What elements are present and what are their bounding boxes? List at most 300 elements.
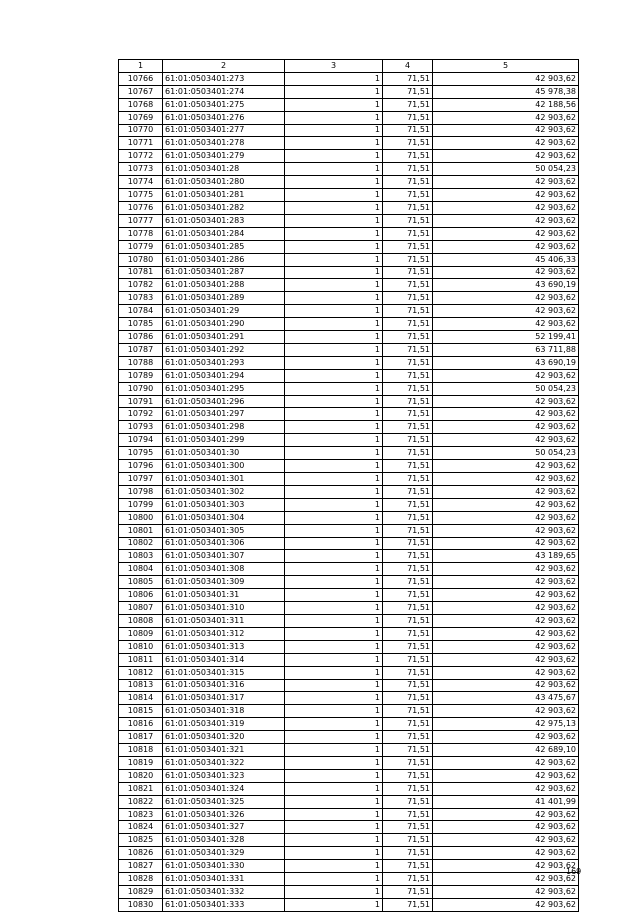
table-cell: 10825 [119, 834, 163, 847]
table-cell: 61:01:0503401:332 [163, 886, 285, 899]
table-cell: 71,51 [383, 434, 433, 447]
table-cell: 1 [285, 679, 383, 692]
table-row [119, 318, 579, 331]
table-cell: 1 [285, 176, 383, 189]
table-cell: 10799 [119, 498, 163, 511]
table-cell: 1 [285, 795, 383, 808]
table-cell: 43 475,67 [433, 692, 579, 705]
table-cell: 71,51 [383, 653, 433, 666]
table-cell: 1 [285, 318, 383, 331]
table-row [119, 111, 579, 124]
table-row [119, 498, 579, 511]
table-cell: 1 [285, 602, 383, 615]
table-cell: 42 903,62 [433, 511, 579, 524]
table-cell: 10800 [119, 511, 163, 524]
table-cell: 10795 [119, 447, 163, 460]
table-cell: 71,51 [383, 240, 433, 253]
table-cell: 10793 [119, 421, 163, 434]
table-cell: 10829 [119, 886, 163, 899]
table-cell: 10813 [119, 679, 163, 692]
table-cell: 10816 [119, 718, 163, 731]
table-cell: 1 [285, 769, 383, 782]
table-cell: 10820 [119, 769, 163, 782]
table-cell: 50 054,23 [433, 163, 579, 176]
table-cell: 1 [285, 240, 383, 253]
table-cell: 61:01:0503401:302 [163, 485, 285, 498]
table-cell: 61:01:0503401:284 [163, 227, 285, 240]
table-cell: 71,51 [383, 731, 433, 744]
table-cell: 71,51 [383, 769, 433, 782]
table-cell: 1 [285, 473, 383, 486]
table-cell: 10792 [119, 408, 163, 421]
table-cell: 61:01:0503401:318 [163, 705, 285, 718]
table-cell: 61:01:0503401:283 [163, 214, 285, 227]
column-header-1: 1 [119, 60, 163, 73]
table-cell: 42 903,62 [433, 214, 579, 227]
table-cell: 1 [285, 873, 383, 886]
table-cell: 71,51 [383, 860, 433, 873]
table-cell: 10805 [119, 576, 163, 589]
table-cell: 61:01:0503401:296 [163, 395, 285, 408]
table-cell: 10827 [119, 860, 163, 873]
table-row [119, 666, 579, 679]
table-cell: 10778 [119, 227, 163, 240]
table-cell: 1 [285, 369, 383, 382]
table-row [119, 718, 579, 731]
table-row [119, 756, 579, 769]
table-cell: 61:01:0503401:294 [163, 369, 285, 382]
table-row [119, 331, 579, 344]
table-cell: 61:01:0503401:333 [163, 898, 285, 911]
table-cell: 10789 [119, 369, 163, 382]
table-cell: 1 [285, 382, 383, 395]
table-cell: 1 [285, 343, 383, 356]
table-cell: 61:01:0503401:327 [163, 821, 285, 834]
table-row [119, 176, 579, 189]
table-cell: 61:01:0503401:322 [163, 756, 285, 769]
table-row [119, 537, 579, 550]
table-cell: 71,51 [383, 498, 433, 511]
table-cell: 42 903,62 [433, 886, 579, 899]
table-cell: 10769 [119, 111, 163, 124]
table-row [119, 602, 579, 615]
table-cell: 71,51 [383, 821, 433, 834]
table-cell: 42 903,62 [433, 227, 579, 240]
table-cell: 42 903,62 [433, 189, 579, 202]
table-row [119, 98, 579, 111]
table-row [119, 782, 579, 795]
table-cell: 42 903,62 [433, 847, 579, 860]
table-cell: 10779 [119, 240, 163, 253]
table-cell: 61:01:0503401:280 [163, 176, 285, 189]
table-cell: 61:01:0503401:330 [163, 860, 285, 873]
table-cell: 1 [285, 627, 383, 640]
table-cell: 61:01:0503401:300 [163, 460, 285, 473]
table-cell: 1 [285, 447, 383, 460]
table-cell: 61:01:0503401:301 [163, 473, 285, 486]
table-cell: 10823 [119, 808, 163, 821]
table-cell: 61:01:0503401:286 [163, 253, 285, 266]
table-cell: 1 [285, 898, 383, 911]
table-cell: 42 903,62 [433, 731, 579, 744]
table-cell: 42 903,62 [433, 705, 579, 718]
table-row [119, 834, 579, 847]
table-cell: 1 [285, 72, 383, 85]
table-row [119, 563, 579, 576]
table-cell: 71,51 [383, 72, 433, 85]
table-cell: 10817 [119, 731, 163, 744]
table-cell: 1 [285, 537, 383, 550]
table-cell: 61:01:0503401:292 [163, 343, 285, 356]
table-cell: 42 903,62 [433, 72, 579, 85]
table-cell: 61:01:0503401:299 [163, 434, 285, 447]
table-cell: 71,51 [383, 589, 433, 602]
table-cell: 10794 [119, 434, 163, 447]
table-cell: 71,51 [383, 756, 433, 769]
table-cell: 1 [285, 201, 383, 214]
table-row [119, 356, 579, 369]
table-row [119, 795, 579, 808]
table-row [119, 769, 579, 782]
table-cell: 1 [285, 718, 383, 731]
table-cell: 10811 [119, 653, 163, 666]
column-header-4: 4 [383, 60, 433, 73]
table-cell: 61:01:0503401:297 [163, 408, 285, 421]
table-cell: 42 903,62 [433, 498, 579, 511]
column-header-3: 3 [285, 60, 383, 73]
table-cell: 10786 [119, 331, 163, 344]
table-row [119, 343, 579, 356]
table-row [119, 550, 579, 563]
table-cell: 61:01:0503401:287 [163, 266, 285, 279]
table-row [119, 705, 579, 718]
table-cell: 1 [285, 692, 383, 705]
table-cell: 1 [285, 266, 383, 279]
table-cell: 10814 [119, 692, 163, 705]
table-cell: 10815 [119, 705, 163, 718]
table-row [119, 744, 579, 757]
table-cell: 71,51 [383, 176, 433, 189]
table-row [119, 395, 579, 408]
table-cell: 61:01:0503401:311 [163, 614, 285, 627]
table-cell: 71,51 [383, 227, 433, 240]
table-cell: 61:01:0503401:312 [163, 627, 285, 640]
table-row [119, 460, 579, 473]
table-cell: 42 975,13 [433, 718, 579, 731]
table-cell: 10801 [119, 524, 163, 537]
table-cell: 42 903,62 [433, 834, 579, 847]
table-cell: 1 [285, 808, 383, 821]
table-cell: 41 401,99 [433, 795, 579, 808]
table-cell: 42 903,62 [433, 369, 579, 382]
table-row [119, 589, 579, 602]
table-cell: 71,51 [383, 279, 433, 292]
table-cell: 42 903,62 [433, 201, 579, 214]
table-cell: 61:01:0503401:319 [163, 718, 285, 731]
table-row [119, 473, 579, 486]
table-cell: 61:01:0503401:295 [163, 382, 285, 395]
table-row [119, 382, 579, 395]
table-cell: 10808 [119, 614, 163, 627]
table-row [119, 847, 579, 860]
table-cell: 71,51 [383, 692, 433, 705]
table-cell: 42 903,62 [433, 305, 579, 318]
table-cell: 10782 [119, 279, 163, 292]
table-row [119, 873, 579, 886]
table-cell: 10818 [119, 744, 163, 757]
table-cell: 10822 [119, 795, 163, 808]
table-cell: 43 690,19 [433, 356, 579, 369]
table-cell: 10785 [119, 318, 163, 331]
table-cell: 42 903,62 [433, 124, 579, 137]
table-cell: 10809 [119, 627, 163, 640]
table-row [119, 821, 579, 834]
table-cell: 61:01:0503401:324 [163, 782, 285, 795]
table-cell: 10787 [119, 343, 163, 356]
table-cell: 10780 [119, 253, 163, 266]
table-cell: 42 903,62 [433, 524, 579, 537]
table-cell: 1 [285, 408, 383, 421]
table-cell: 10777 [119, 214, 163, 227]
table-cell: 1 [285, 279, 383, 292]
table-cell: 71,51 [383, 744, 433, 757]
table-cell: 1 [285, 137, 383, 150]
table-cell: 71,51 [383, 111, 433, 124]
table-cell: 1 [285, 460, 383, 473]
table-cell: 63 711,88 [433, 343, 579, 356]
table-cell: 42 903,62 [433, 653, 579, 666]
table-cell: 61:01:0503401:320 [163, 731, 285, 744]
table-cell: 10772 [119, 150, 163, 163]
table-row [119, 137, 579, 150]
table-cell: 1 [285, 756, 383, 769]
table-cell: 1 [285, 744, 383, 757]
table-cell: 71,51 [383, 266, 433, 279]
table-cell: 71,51 [383, 614, 433, 627]
table-cell: 1 [285, 860, 383, 873]
table-cell: 42 903,62 [433, 576, 579, 589]
data-table [118, 59, 582, 912]
table-cell: 71,51 [383, 782, 433, 795]
table-cell: 1 [285, 163, 383, 176]
table-cell: 1 [285, 550, 383, 563]
table-cell: 10804 [119, 563, 163, 576]
table-cell: 61:01:0503401:288 [163, 279, 285, 292]
table-cell: 42 903,62 [433, 602, 579, 615]
table-row [119, 627, 579, 640]
table-cell: 42 903,62 [433, 318, 579, 331]
table-cell: 61:01:0503401:298 [163, 421, 285, 434]
table-cell: 71,51 [383, 666, 433, 679]
table-cell: 71,51 [383, 253, 433, 266]
table-cell: 52 199,41 [433, 331, 579, 344]
table-cell: 50 054,23 [433, 447, 579, 460]
table-cell: 43 189,65 [433, 550, 579, 563]
table-cell: 71,51 [383, 331, 433, 344]
table-cell: 1 [285, 98, 383, 111]
table-cell: 42 903,62 [433, 898, 579, 911]
table-cell: 10770 [119, 124, 163, 137]
table-row [119, 524, 579, 537]
table-cell: 42 903,62 [433, 137, 579, 150]
table-cell: 71,51 [383, 343, 433, 356]
table-cell: 42 903,62 [433, 589, 579, 602]
table-cell: 10821 [119, 782, 163, 795]
table-row [119, 640, 579, 653]
table-cell: 42 903,62 [433, 408, 579, 421]
table-cell: 71,51 [383, 718, 433, 731]
table-cell: 71,51 [383, 847, 433, 860]
table-cell: 42 903,62 [433, 873, 579, 886]
table-cell: 1 [285, 421, 383, 434]
table-cell: 42 903,62 [433, 292, 579, 305]
table-cell: 42 903,62 [433, 421, 579, 434]
table-row [119, 292, 579, 305]
table-cell: 61:01:0503401:308 [163, 563, 285, 576]
table-cell: 10775 [119, 189, 163, 202]
table-cell: 71,51 [383, 447, 433, 460]
table-cell: 71,51 [383, 679, 433, 692]
table-body [119, 72, 582, 911]
table-cell: 61:01:0503401:285 [163, 240, 285, 253]
table-cell: 42 903,62 [433, 860, 579, 873]
table-row [119, 214, 579, 227]
table-row [119, 679, 579, 692]
table-cell: 61:01:0503401:31 [163, 589, 285, 602]
table-cell: 1 [285, 189, 383, 202]
table-cell: 61:01:0503401:329 [163, 847, 285, 860]
table-cell: 71,51 [383, 524, 433, 537]
table-cell: 42 903,62 [433, 240, 579, 253]
table-cell: 10781 [119, 266, 163, 279]
table-cell: 71,51 [383, 576, 433, 589]
table-cell: 71,51 [383, 834, 433, 847]
table-cell: 61:01:0503401:290 [163, 318, 285, 331]
table-cell: 71,51 [383, 705, 433, 718]
table-cell: 42 903,62 [433, 473, 579, 486]
table-cell: 10803 [119, 550, 163, 563]
table-cell: 71,51 [383, 808, 433, 821]
table-cell: 1 [285, 640, 383, 653]
table-cell: 1 [285, 886, 383, 899]
table-cell: 1 [285, 589, 383, 602]
table-row [119, 150, 579, 163]
table-cell: 71,51 [383, 640, 433, 653]
table-row [119, 886, 579, 899]
table-cell: 71,51 [383, 460, 433, 473]
table-cell: 42 903,62 [433, 666, 579, 679]
table-row [119, 201, 579, 214]
table-cell: 61:01:0503401:278 [163, 137, 285, 150]
table-cell: 1 [285, 305, 383, 318]
table-cell: 1 [285, 705, 383, 718]
table-cell: 71,51 [383, 886, 433, 899]
table-row [119, 731, 579, 744]
table-cell: 1 [285, 847, 383, 860]
table-cell: 42 903,62 [433, 640, 579, 653]
table-cell: 10802 [119, 537, 163, 550]
table-cell: 10768 [119, 98, 163, 111]
table-cell: 1 [285, 124, 383, 137]
table-cell: 61:01:0503401:289 [163, 292, 285, 305]
table-cell: 42 903,62 [433, 460, 579, 473]
table-cell: 42 903,62 [433, 769, 579, 782]
table-cell: 42 903,62 [433, 627, 579, 640]
table-cell: 42 903,62 [433, 614, 579, 627]
table-cell: 71,51 [383, 85, 433, 98]
table-cell: 71,51 [383, 189, 433, 202]
table-cell: 61:01:0503401:273 [163, 72, 285, 85]
table-row [119, 576, 579, 589]
table-cell: 42 903,62 [433, 563, 579, 576]
table-cell: 42 903,62 [433, 485, 579, 498]
table-row [119, 369, 579, 382]
table-cell: 1 [285, 434, 383, 447]
table-cell: 61:01:0503401:315 [163, 666, 285, 679]
table-row [119, 511, 579, 524]
table-cell: 43 690,19 [433, 279, 579, 292]
table-cell: 71,51 [383, 214, 433, 227]
table-cell: 71,51 [383, 602, 433, 615]
table-cell: 71,51 [383, 201, 433, 214]
table-cell: 45 406,33 [433, 253, 579, 266]
table-cell: 1 [285, 524, 383, 537]
table-cell: 71,51 [383, 318, 433, 331]
table-cell: 61:01:0503401:316 [163, 679, 285, 692]
table-cell: 1 [285, 576, 383, 589]
table-cell: 1 [285, 85, 383, 98]
table-cell: 61:01:0503401:304 [163, 511, 285, 524]
table-cell: 61:01:0503401:306 [163, 537, 285, 550]
table-cell: 61:01:0503401:323 [163, 769, 285, 782]
table-cell: 42 903,62 [433, 176, 579, 189]
table-cell: 61:01:0503401:326 [163, 808, 285, 821]
table-cell: 10774 [119, 176, 163, 189]
table-cell: 61:01:0503401:279 [163, 150, 285, 163]
table-cell: 10806 [119, 589, 163, 602]
table-cell: 10812 [119, 666, 163, 679]
table-row [119, 408, 579, 421]
table-cell: 10773 [119, 163, 163, 176]
table-cell: 1 [285, 498, 383, 511]
table-cell: 1 [285, 214, 383, 227]
table-cell: 10826 [119, 847, 163, 860]
table-row [119, 266, 579, 279]
table-cell: 42 903,62 [433, 395, 579, 408]
table-row [119, 124, 579, 137]
table-cell: 71,51 [383, 163, 433, 176]
table-cell: 61:01:0503401:331 [163, 873, 285, 886]
table-cell: 71,51 [383, 369, 433, 382]
table-row [119, 434, 579, 447]
table-cell: 61:01:0503401:307 [163, 550, 285, 563]
column-header-5: 5 [433, 60, 579, 73]
table-cell: 10790 [119, 382, 163, 395]
page-number: 169 [566, 867, 582, 876]
table-row [119, 163, 579, 176]
table-cell: 61:01:0503401:293 [163, 356, 285, 369]
table-cell: 10767 [119, 85, 163, 98]
table-cell: 1 [285, 395, 383, 408]
table-cell: 10798 [119, 485, 163, 498]
table-cell: 42 903,62 [433, 756, 579, 769]
column-header-2: 2 [163, 60, 285, 73]
table-cell: 10819 [119, 756, 163, 769]
table-cell: 10797 [119, 473, 163, 486]
table-cell: 42 903,62 [433, 537, 579, 550]
table-row [119, 305, 579, 318]
table-cell: 71,51 [383, 873, 433, 886]
